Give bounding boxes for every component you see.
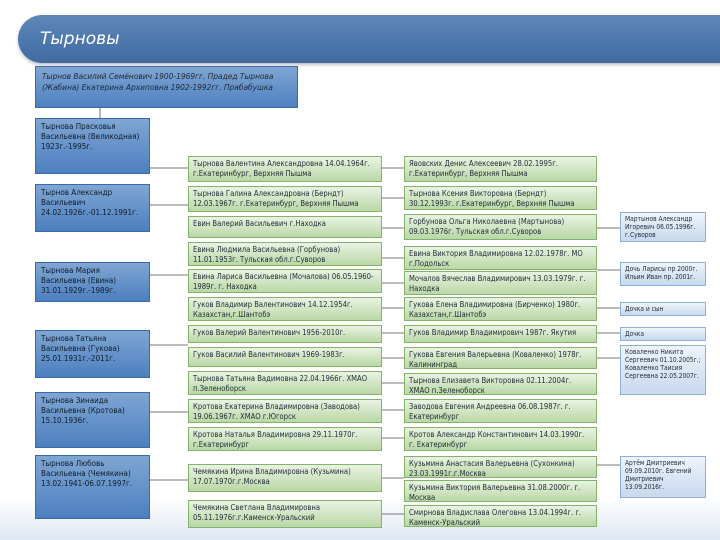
root-ancestors: Тырнов Василий Семёнович 1900-1969гг. Прадед Тырнова (Жабина) Екатерина Архиповна 1902-1992гг. Прабабушка bbox=[35, 66, 298, 108]
grandchild-4: Евина Людмила Васильевна (Горбунова) 11.01.1953г. Тульская обл.г.Суворов bbox=[188, 242, 382, 266]
grandchild-11: Кротова Наталья Владимировна 29.11.1970г. г.Екатеринбург bbox=[188, 427, 382, 451]
page-title: Тырновы bbox=[40, 29, 120, 49]
great-grandchild-12: Кузьмина Анастасия Валерьевна (Сухонкина) 23.03.1991г.г.Москва bbox=[404, 456, 597, 478]
gen5-1: Мартынов Александр Игоревич 06.05.1996г. г.Суворов bbox=[620, 212, 706, 242]
grandchild-13: Чемякина Светлана Владимировна 05.11.1976г.г.Каменск-Уральский bbox=[188, 500, 382, 528]
gen5-3: Дочка и сын bbox=[620, 302, 706, 316]
great-grandchild-6: Гукова Елена Владимировна (Бирченко) 1980г. Казахстан,г.Шантобэ bbox=[404, 297, 597, 321]
child-6: Тырнова Любовь Васильевна (Чемякина) 13.02.1941-06.07.1997г. bbox=[35, 455, 150, 519]
great-grandchild-9: Тырнова Елизавета Викторовна 02.11.2004г. ХМАО п.Зеленоборск bbox=[404, 373, 597, 395]
great-grandchild-1: Явовских Денис Алексеевич 28.02.1995г. г.Екатеринбург, Верхняя Пышма bbox=[404, 156, 597, 182]
grandchild-5: Евина Лариса Васильевна (Мочалова) 06.05.1960-1989г. г. Находка bbox=[188, 269, 382, 293]
great-grandchild-13: Кузьмина Виктория Валерьевна 31.08.2000г. г. Москва bbox=[404, 480, 597, 502]
great-grandchild-14: Смирнова Владислава Олеговна 13.04.1994г. г. Каменск-Уральский bbox=[404, 505, 597, 527]
great-grandchild-2: Тырнова Ксения Викторовна (Берндт) 30.12.1993г. г.Екатеринбург, Верхняя Пышма bbox=[404, 186, 597, 210]
great-grandchild-10: Заводова Евгения Андреевна 06.08.1987г. г. Екатеринбург bbox=[404, 399, 597, 423]
child-3: Тырнова Мария Васильевна (Евина) 31.01.1929г.-1989г. bbox=[35, 262, 150, 302]
grandchild-3: Евин Валерий Васильевич г.Находка bbox=[188, 216, 382, 238]
grandchild-6: Гуков Владимир Валентинович 14.12.1954г. Казахстан,г.Шантобэ bbox=[188, 297, 382, 321]
gen5-5: Коваленко Никита Сергеевич 01.10.2005г.; Коваленко Таисия Сергеевна 22.05.2007г. bbox=[620, 345, 706, 395]
great-grandchild-5: Мочалов Вячеслав Владимирович 13.03.1979г. г. Находка bbox=[404, 271, 597, 295]
grandchild-8: Гуков Василий Валентинович 1969-1983г. bbox=[188, 347, 382, 367]
child-5: Тырнова Зинаида Васильевна (Кротова) 15.10.1936г. bbox=[35, 392, 150, 448]
grandchild-9: Тырнова Татьяна Вадимовна 22.04.1966г. ХМАО п.Зеленоборск bbox=[188, 371, 382, 395]
grandchild-1: Тырнова Валентина Александровна 14.04.1964г. г.Екатеринбург, Верхняя Пышма bbox=[188, 156, 382, 182]
gen5-2: Дочь Ларисы пр 2000г. Ильин Иван пр. 2001г. bbox=[620, 262, 706, 286]
child-2: Тырнов Александр Васильевич 24.02.1926г.-01.12.1991г. bbox=[35, 184, 150, 232]
grandchild-12: Чемякина Ирина Владимировна (Кузьмина) 17.07.1970г.г.Москва bbox=[188, 464, 382, 492]
grandchild-2: Тырнова Галина Александровна (Берндт) 12.03.1967г. г.Екатеринбург, Верхняя Пышма bbox=[188, 186, 382, 212]
child-1: Тырнова Прасковья Васильевна (Великодная) 1923г.-1995г. bbox=[35, 118, 150, 174]
child-4: Тырнова Татьяна Васильевна (Гукова) 25.01.1931г.-2011г. bbox=[35, 330, 150, 378]
grandchild-10: Кротова Екатерина Владимировна (Заводова) 19.06.1967г. ХМАО г.Югорск bbox=[188, 399, 382, 423]
grandchild-7: Гуков Валерий Валентинович 1956-2010г. bbox=[188, 325, 382, 343]
gen5-4: Дочка bbox=[620, 327, 706, 341]
gen5-6: Артём Дмитриевич 09.09.2010г. Евгений Дмитриевич 13.09.2016г. bbox=[620, 456, 706, 498]
great-grandchild-8: Гукова Евгения Валерьевна (Коваленко) 1978г. Калининград bbox=[404, 347, 597, 369]
great-grandchild-11: Кротов Александр Константинович 14.03.1990г. г. Екатеринбург bbox=[404, 427, 597, 451]
great-grandchild-4: Евина Виктория Владимировна 12.02.1978г. МО г.Подольск bbox=[404, 246, 597, 270]
great-grandchild-3: Горбунова Ольга Николаевна (Мартынова) 09.03.1976г. Тульская обл.г.Суворов bbox=[404, 214, 597, 240]
great-grandchild-7: Гуков Владимир Владимирович 1987г. Якутия bbox=[404, 325, 597, 343]
